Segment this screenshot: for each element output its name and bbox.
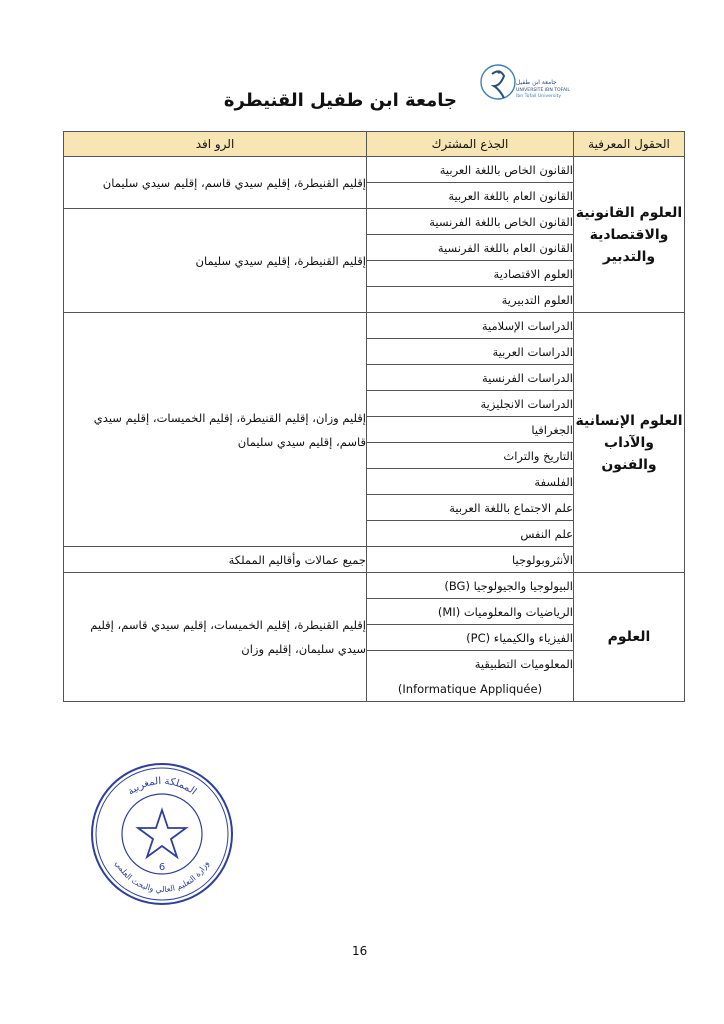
tronc-cell: القانون العام باللغة العربية bbox=[367, 183, 574, 209]
svg-text:Ibn Tofail University: Ibn Tofail University bbox=[516, 94, 562, 99]
tronc-cell: العلوم التدبيرية bbox=[367, 287, 574, 313]
table-header-row bbox=[64, 132, 685, 157]
table-row bbox=[64, 573, 685, 599]
tronc-cell: علم النفس bbox=[367, 521, 574, 547]
tronc-cell: الدراسات الإسلامية bbox=[367, 313, 574, 339]
header-provinces: الرو افد bbox=[64, 132, 367, 157]
university-logo-icon bbox=[470, 58, 570, 128]
tronc-cell: الفلسفة bbox=[367, 469, 574, 495]
stamp-outer-text: المملكة المغربية bbox=[125, 775, 199, 798]
orientation-table bbox=[63, 131, 685, 702]
provinces-cell: إقليم القنيطرة، إقليم الخميسات، إقليم سيدي قاسم، إقليم سيدي سليمان، إقليم وزان bbox=[64, 573, 367, 702]
svg-text:UNIVERSITÉ IBN TOFAIL: UNIVERSITÉ IBN TOFAIL bbox=[516, 88, 570, 93]
tronc-cell: الدراسات الفرنسية bbox=[367, 365, 574, 391]
tronc-cell: الفيزياء والكيمياء (PC) bbox=[367, 625, 574, 651]
header-tronc: الجذع المشترك bbox=[367, 132, 574, 157]
tronc-cell: القانون الخاص باللغة العربية bbox=[367, 157, 574, 183]
provinces-cell: إقليم وزان، إقليم القنيطرة، إقليم الخميسات، إقليم سيدي قاسم، إقليم سيدي سليمان bbox=[64, 313, 367, 547]
tronc-cell: المعلوميات التطبيقية bbox=[367, 651, 574, 677]
tronc-cell: الدراسات العربية bbox=[367, 339, 574, 365]
tronc-cell: الأنثروبولوجيا bbox=[367, 547, 574, 573]
table-row bbox=[64, 313, 685, 339]
page-number: 16 bbox=[352, 944, 368, 958]
svg-text:جامعة ابن طفيل: جامعة ابن طفيل bbox=[516, 79, 557, 86]
provinces-cell: إقليم القنيطرة، إقليم سيدي قاسم، إقليم سيدي سليمان bbox=[64, 157, 367, 209]
field-cell: العلوم bbox=[574, 573, 685, 702]
official-seal-star-icon bbox=[88, 760, 236, 908]
tronc-cell: القانون العام باللغة الفرنسية bbox=[367, 235, 574, 261]
tronc-cell: الرياضيات والمعلوميات (MI) bbox=[367, 599, 574, 625]
tronc-cell: القانون الخاص باللغة الفرنسية bbox=[367, 209, 574, 235]
tronc-cell: (Informatique Appliquée) bbox=[367, 676, 574, 702]
tronc-cell: الجغرافيا bbox=[367, 417, 574, 443]
table-row bbox=[64, 157, 685, 183]
tronc-cell: التاريخ والتراث bbox=[367, 443, 574, 469]
provinces-cell: إقليم القنيطرة، إقليم سيدي سليمان bbox=[64, 209, 367, 313]
field-cell: العلوم الإنسانية والآداب والفنون bbox=[574, 313, 685, 573]
tronc-cell: العلوم الاقتصادية bbox=[367, 261, 574, 287]
field-cell: العلوم القانونية والاقتصادية والتدبير bbox=[574, 157, 685, 313]
header-fields: الحقول المعرفية bbox=[574, 132, 685, 157]
page-title: جامعة ابن طفيل القنيطرة bbox=[223, 90, 457, 111]
provinces-cell: جميع عمالات وأقاليم المملكة bbox=[64, 547, 367, 573]
stamp-number: 6 bbox=[158, 862, 166, 873]
tronc-cell: الدراسات الانجليزية bbox=[367, 391, 574, 417]
tronc-cell: البيولوجيا والجيولوجيا (BG) bbox=[367, 573, 574, 599]
stamp-inner-text: وزارة التعليم العالي والبحث العلمي bbox=[113, 859, 211, 895]
tronc-cell: علم الاجتماع باللغة العربية bbox=[367, 495, 574, 521]
